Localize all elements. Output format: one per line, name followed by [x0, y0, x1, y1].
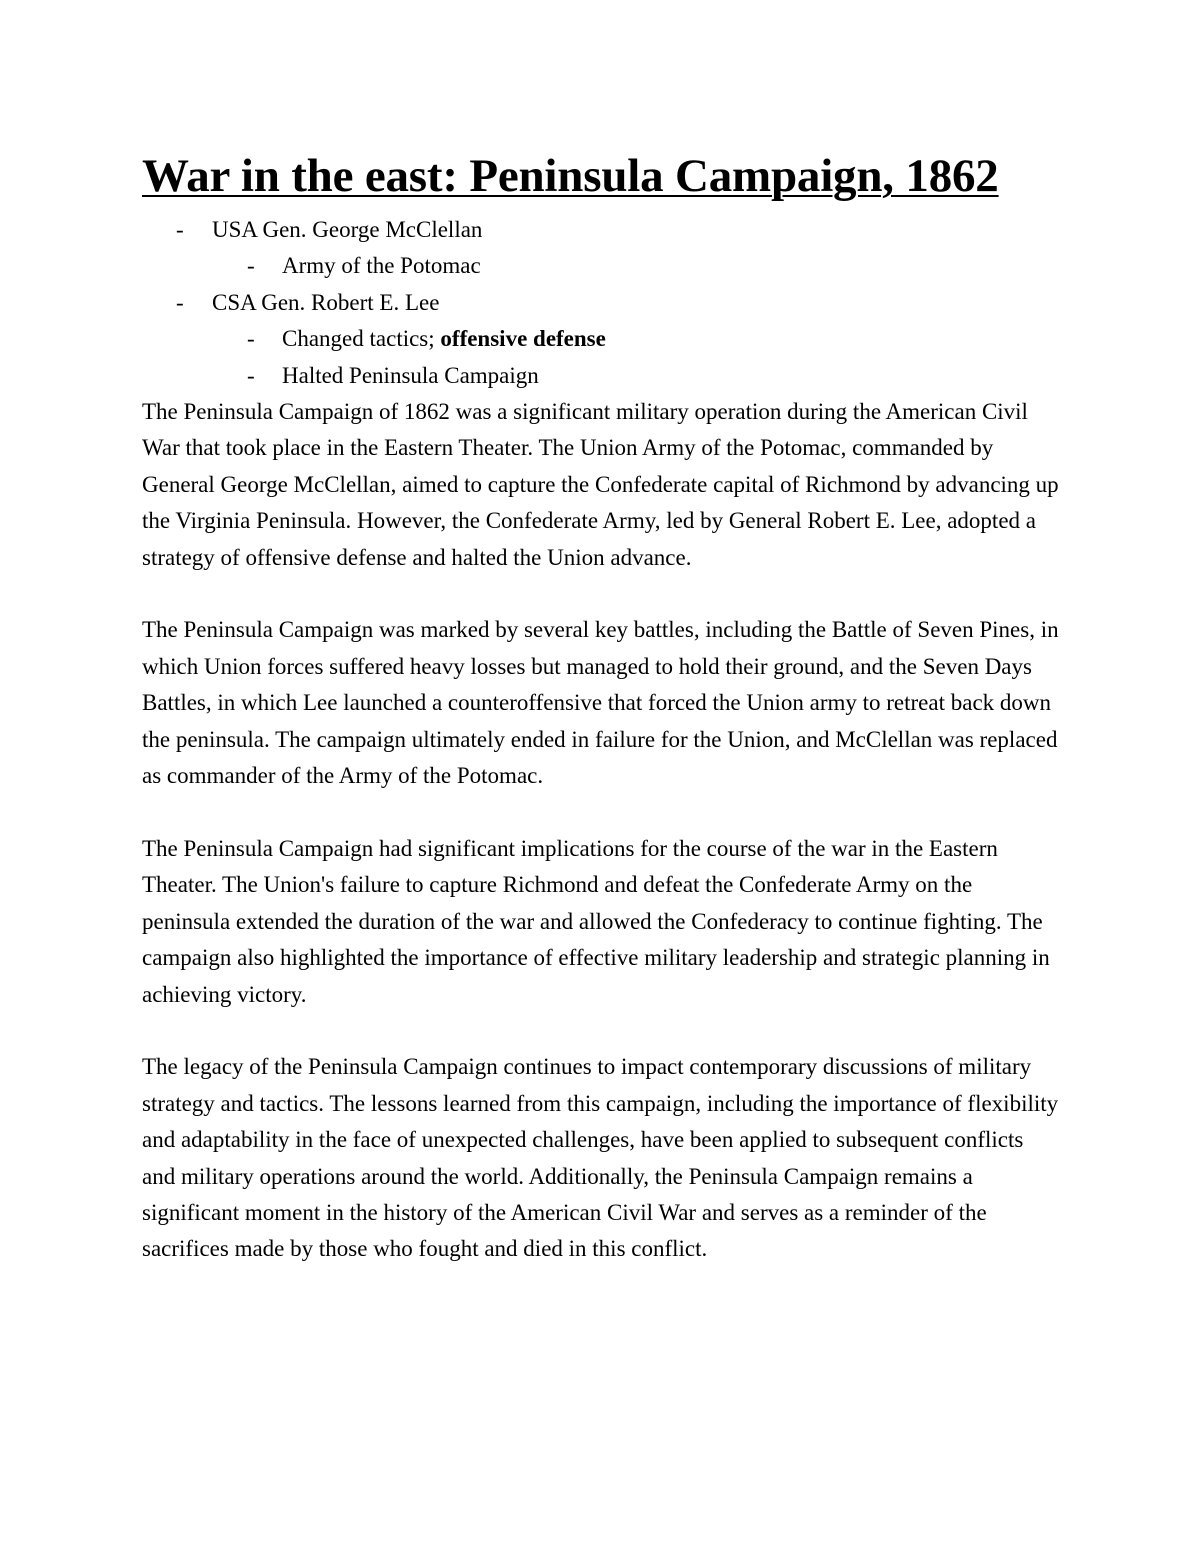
paragraph-spacer: [142, 794, 1062, 830]
bullet-text: CSA Gen. Robert E. Lee: [212, 289, 440, 315]
paragraph-legacy: The legacy of the Peninsula Campaign continues to impact contemporary discussions of military strategy and tactics. The lessons learned from this campaign, including the importance of flexibility and adaptability in the face of unexpected challenges, have been applied to subsequent conflicts and military operations around the world. Additionally, the Peninsula Campaign remains a significant moment in the history of the American Civil War and serves as a reminder of the sacrifices made by those who fought and died in this conflict.: [142, 1054, 1059, 1262]
bullet-dash: -: [247, 362, 255, 388]
bullet-bold-text: offensive defense: [440, 326, 606, 352]
bullet-dash: -: [247, 253, 255, 279]
paragraph-overview: The Peninsula Campaign of 1862 was a significant military operation during the American Civil War that took place in the Eastern Theater. The Union Army of the Potomac, commanded by General George McClellan, aimed to capture the Confederate capital of Richmond by advancing up the Virginia Peninsula. However, the Confederate Army, led by General Robert E. Lee, adopted a strategy of offensive defense and halted the Union advance.: [142, 399, 1059, 570]
bullet-list: [142, 212, 1062, 394]
bullet-subitem-army-potomac: [142, 248, 1062, 284]
paragraph-spacer: [142, 1013, 1062, 1049]
paragraph-implications: The Peninsula Campaign had significant implications for the course of the war in the Eastern Theater. The Union's failure to capture Richmond and defeat the Confederate Army on the peninsula extended the duration of the war and allowed the Confederacy to continue fighting. The campaign also highlighted the importance of effective military leadership and strategic planning in achieving victory.: [142, 835, 1050, 1007]
document-title: War in the east: Peninsula Campaign, 1862: [142, 150, 999, 202]
bullet-dash: -: [247, 326, 255, 352]
document-body: [142, 146, 1062, 1268]
bullet-subitem-changed-tactics: [142, 321, 1062, 357]
bullet-dash: -: [176, 289, 184, 315]
paragraph-battles: The Peninsula Campaign was marked by several key battles, including the Battle of Seven Pines, in which Union forces suffered heavy losses but managed to hold their ground, and the Seven Days Battles, in which Lee launched a counteroffensive that forced the Union army to retreat back down the peninsula. The campaign ultimately ended in failure for the Union, and McClellan was replaced as commander of the Army of the Potomac.: [142, 617, 1059, 789]
bullet-text: Changed tactics;: [282, 326, 441, 352]
bullet-subitem-halted-campaign: [142, 358, 1062, 394]
bullet-text: USA Gen. George McClellan: [212, 217, 483, 242]
bullet-text: Halted Peninsula Campaign: [282, 362, 539, 388]
bullet-dash: -: [176, 217, 184, 242]
bullet-item-csa-general: [142, 285, 1062, 321]
paragraph-spacer: [142, 576, 1062, 612]
bullet-text: Army of the Potomac: [282, 253, 481, 279]
bullet-item-usa-general: [142, 212, 1062, 248]
